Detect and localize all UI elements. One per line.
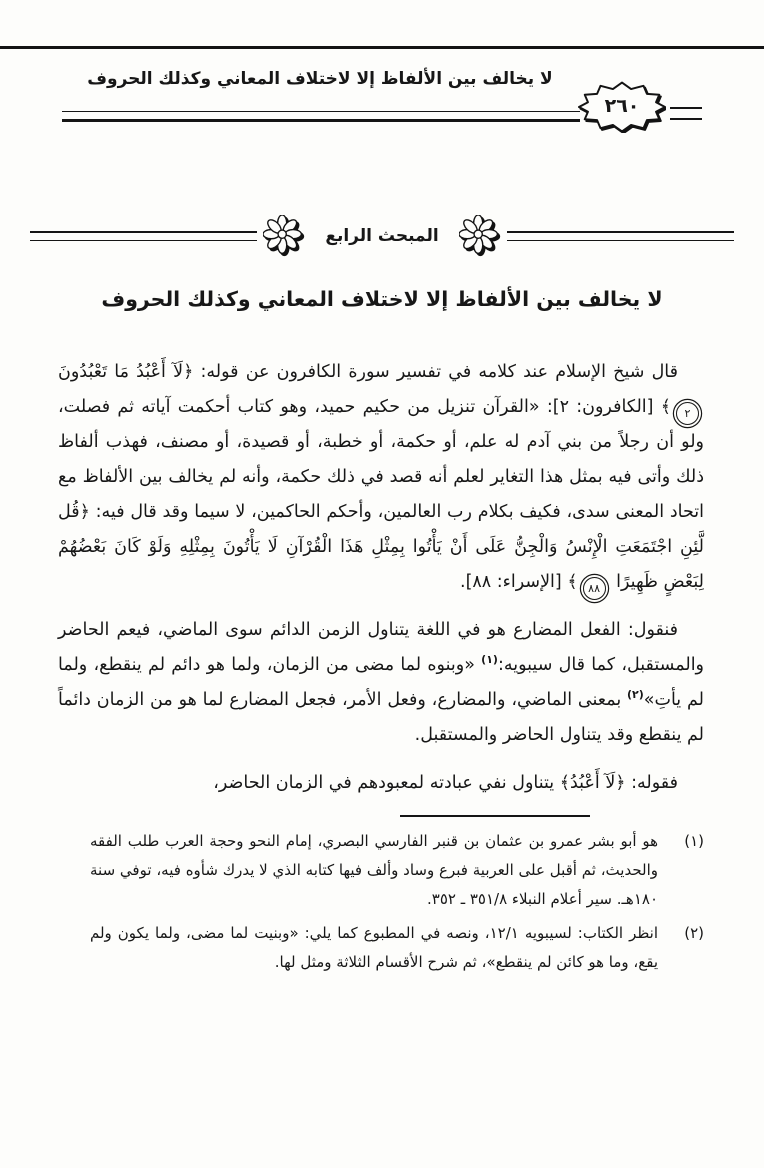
book-page: [0, 46, 764, 977]
body-text-run: [الكافرون: ٢]: «القرآن تنزيل من حكيم حميد، وهو كتاب أحكمت آياته ثم فصلت، ولو أن رجلاً من بني آدم له علم، أو حكمة، أو خطبة، أو قصيدة، أو مصنف، فهذب ألفاظ ذلك وأتى فيه بمثل هذا التغاير لعلم أنه قصد في ذلك حكمة، وأنه لم يخالف بين الألفاظ مع اتحاد المعنى سدى، فكيف بكلام رب العالمين، وأحكم الحاكمين، لا سيما وقد قال فيه:: [58, 397, 704, 522]
ayah-number-medallion: ٨٨: [583, 577, 606, 600]
footnote-list: [62, 827, 704, 977]
quran-quote: ﴿لَآ أَعْبُدُ مَا تَعْبُدُونَ: [58, 362, 194, 382]
page-number-seal: [578, 81, 666, 133]
quran-quote: ﴿لَآ أَعْبُدُ﴾: [559, 773, 626, 793]
ayah-number-medallion: ٢: [676, 402, 699, 425]
divider-line-left: [30, 231, 257, 241]
header-line-right: [670, 107, 702, 120]
footnote-item: [62, 827, 704, 914]
body-text-run: يتناول نفي عبادته لمعبودهم في الزمان الحاضر،: [213, 773, 560, 793]
body-text-run: بمعنى الماضي، والمضارع، وفعل الأمر، فجعل المضارع لما هو من الزمان دائماً لم ينقطع وقد يتناول الحاضر والمستقبل.: [58, 690, 704, 745]
footnote-item: [62, 919, 704, 977]
quran-quote: ﴿قُل لَّئِنِ اجْتَمَعَتِ الْإِنْسُ وَالْجِنُّ عَلَى أَنْ يَأْتُوا بِمِثْلِ هَذَا الْقُرْآنِ لَا يَأْتُونَ بِمِثْلِهِ وَلَوْ كَانَ بَعْضُهُمْ لِبَعْضٍ ظَهِيرًا: [58, 502, 704, 592]
rosette-flower-icon: [459, 215, 501, 257]
top-edge-rule: [0, 46, 764, 49]
footnote-marker: (٢): [627, 688, 644, 701]
section-divider-label: المبحث الرابع: [325, 226, 439, 246]
footnote-separator: [400, 815, 590, 817]
footnote-area: [62, 815, 704, 977]
section-divider: [30, 215, 734, 257]
body-paragraph: [58, 355, 704, 600]
body-text-run: فنقول: الفعل المضارع هو في اللغة يتناول الزمن الدائم سوى الماضي، فيعم الحاضر والمستقبل، كما قال سيبويه:: [58, 620, 705, 675]
divider-line-right: [507, 231, 734, 241]
body-text-run: «وبنوه لما مضى من الزمان، ولما هو دائم لم ينقطع، ولما لم يأتِ»: [58, 655, 704, 710]
footnote-text: هو أبو بشر عمرو بن عثمان بن قنبر الفارسي البصري، إمام النحو وحجة العرب طلب الفقه والحديث، ثم أقبل على العربية فبرع وساد وألف فيها كتابه الذي لا يدرك شأوه فيه، توفي سنة ١٨٠هـ. سير أعلام النبلاء ٣٥١/٨ ـ ٣٥٢.: [90, 832, 658, 908]
body-text-run: فقوله:: [625, 773, 678, 793]
header-double-underline: [62, 111, 580, 122]
body-paragraph: [58, 613, 704, 753]
body-paragraphs: [58, 355, 704, 801]
footnote-number: (٢): [684, 924, 704, 942]
page-title: لا يخالف بين الألفاظ إلا لاختلاف المعاني وكذلك الحروف: [101, 287, 663, 311]
body-text-run: قال شيخ الإسلام عند كلامه في تفسير سورة الكافرون عن قوله:: [193, 362, 678, 382]
footnote-text: انظر الكتاب: لسيبويه ١٢/١، ونصه في المطبوع كما يلي: «وبنيت لما مضى، ولما يكون ولم يقع، وما هو كائن لم ينقطع»، ثم شرح الأقسام الثلاثة ومثل لها.: [90, 924, 658, 971]
quran-quote: ﴾: [567, 572, 578, 592]
footnote-marker: (١): [481, 653, 498, 666]
quran-quote: ﴾: [660, 397, 671, 417]
footnote-number: (١): [684, 832, 704, 850]
body-text-run: [الإسراء: ٨٨].: [460, 572, 568, 592]
body-paragraph: [58, 766, 704, 801]
page-header: [62, 67, 702, 151]
rosette-flower-icon: [263, 215, 305, 257]
running-title: لا يخالف بين الألفاظ إلا لاختلاف المعاني وكذلك الحروف: [87, 69, 553, 89]
page-number: ٢٦٠: [604, 95, 640, 117]
